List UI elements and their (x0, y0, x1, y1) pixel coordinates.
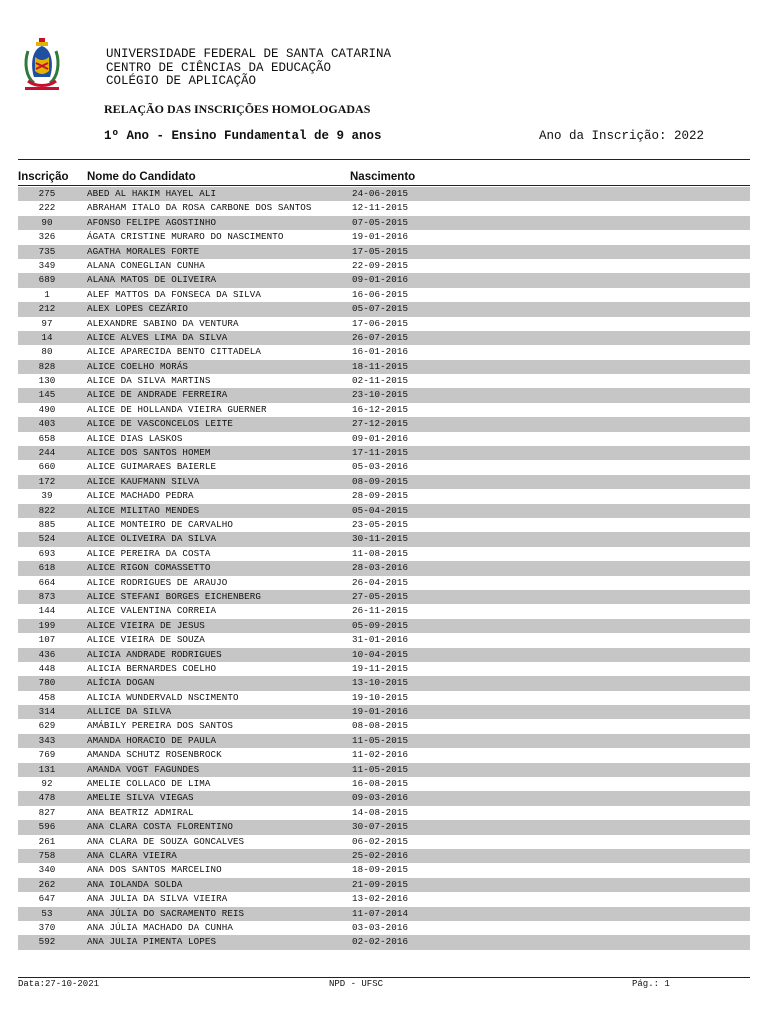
ufsc-coat-of-arms-icon (22, 37, 62, 95)
row-inscricao: 448 (38, 662, 56, 674)
table-row (18, 576, 750, 590)
row-candidate-name: ANA BEATRIZ ADMIRAL (87, 806, 194, 818)
row-birth-date: 11-05-2015 (352, 763, 409, 775)
row-birth-date: 13-10-2015 (352, 677, 409, 689)
column-header-inscricao: Inscrição (18, 171, 69, 183)
column-header-birth: Nascimento (350, 171, 416, 183)
candidates-table (18, 187, 750, 950)
footer-divider (18, 977, 750, 978)
row-candidate-name: ANA JULIA DA SILVA VIEIRA (87, 893, 228, 905)
row-candidate-name: ANA CLARA VIEIRA (87, 849, 177, 861)
footer-center: NPD - UFSC (329, 979, 384, 989)
row-inscricao: 144 (38, 605, 56, 617)
row-candidate-name: ÁGATA CRISTINE MURARO DO NASCIMENTO (87, 231, 284, 243)
row-inscricao: 107 (38, 634, 56, 646)
row-inscricao: 647 (38, 893, 56, 905)
row-birth-date: 05-07-2015 (352, 303, 409, 315)
table-row (18, 820, 750, 834)
table-row (18, 791, 750, 805)
row-birth-date: 18-09-2015 (352, 864, 409, 876)
row-inscricao: 769 (38, 749, 56, 761)
footer-date: Data:27-10-2021 (18, 979, 100, 989)
table-row (18, 331, 750, 345)
row-birth-date: 26-07-2015 (352, 331, 409, 343)
row-inscricao: 80 (41, 346, 53, 358)
row-inscricao: 592 (38, 936, 56, 948)
row-birth-date: 19-10-2015 (352, 691, 409, 703)
row-inscricao: 39 (41, 490, 53, 502)
table-row (18, 604, 750, 618)
row-inscricao: 370 (38, 921, 56, 933)
row-birth-date: 08-08-2015 (352, 720, 409, 732)
row-candidate-name: ALICE RIGON COMASSETTO (87, 562, 211, 574)
row-inscricao: 275 (38, 188, 56, 199)
row-inscricao: 222 (38, 202, 56, 214)
row-birth-date: 05-03-2016 (352, 461, 409, 473)
row-inscricao: 314 (38, 706, 56, 718)
row-inscricao: 524 (38, 533, 56, 545)
row-candidate-name: ALLICE DA SILVA (87, 706, 172, 718)
row-inscricao: 873 (38, 590, 56, 602)
row-birth-date: 11-07-2014 (352, 907, 409, 919)
table-row (18, 403, 750, 417)
table-row (18, 417, 750, 431)
table-row (18, 590, 750, 604)
row-birth-date: 10-04-2015 (352, 648, 409, 660)
row-birth-date: 06-02-2015 (352, 835, 409, 847)
table-row (18, 734, 750, 748)
row-inscricao: 735 (38, 245, 56, 257)
row-candidate-name: ALEXANDRE SABINO DA VENTURA (87, 317, 239, 329)
row-candidate-name: ALANA CONEGLIAN CUNHA (87, 259, 205, 271)
table-row (18, 201, 750, 215)
row-candidate-name: ALICE DE HOLLANDA VIEIRA GUERNER (87, 403, 267, 415)
table-row (18, 676, 750, 690)
row-inscricao: 658 (38, 432, 56, 444)
row-candidate-name: ALICIA BERNARDES COELHO (87, 662, 217, 674)
row-birth-date: 12-11-2015 (352, 202, 409, 214)
university-name: UNIVERSIDADE FEDERAL DE SANTA CATARINA (106, 47, 392, 61)
row-inscricao: 478 (38, 792, 56, 804)
row-candidate-name: ALICIA ANDRADE RODRIGUES (87, 648, 222, 660)
table-row (18, 230, 750, 244)
row-birth-date: 02-11-2015 (352, 375, 409, 387)
row-candidate-name: ALICE MACHADO PEDRA (87, 490, 194, 502)
row-birth-date: 26-11-2015 (352, 605, 409, 617)
table-header (0, 171, 768, 185)
table-row (18, 345, 750, 359)
row-candidate-name: ANA JÚLIA MACHADO DA CUNHA (87, 921, 233, 933)
row-birth-date: 23-05-2015 (352, 518, 409, 530)
table-row (18, 806, 750, 820)
row-inscricao: 53 (41, 907, 53, 919)
row-birth-date: 16-08-2015 (352, 778, 409, 790)
row-candidate-name: ALICE APARECIDA BENTO CITTADELA (87, 346, 262, 358)
table-row (18, 633, 750, 647)
table-row (18, 719, 750, 733)
row-inscricao: 145 (38, 389, 56, 401)
row-inscricao: 436 (38, 648, 56, 660)
row-birth-date: 03-03-2016 (352, 921, 409, 933)
table-row (18, 187, 750, 201)
row-birth-date: 16-12-2015 (352, 403, 409, 415)
row-birth-date: 19-01-2016 (352, 706, 409, 718)
row-inscricao: 629 (38, 720, 56, 732)
row-birth-date: 16-06-2015 (352, 288, 409, 300)
row-inscricao: 130 (38, 375, 56, 387)
table-row (18, 216, 750, 230)
school-name: COLÉGIO DE APLICAÇÃO (106, 74, 257, 88)
row-birth-date: 05-04-2015 (352, 504, 409, 516)
row-candidate-name: ALICE VIEIRA DE JESUS (87, 619, 205, 631)
table-row (18, 777, 750, 791)
row-inscricao: 262 (38, 878, 56, 890)
institution-header (106, 48, 391, 89)
table-row (18, 619, 750, 633)
row-candidate-name: AMANDA SCHUTZ ROSENBROCK (87, 749, 222, 761)
row-inscricao: 490 (38, 403, 56, 415)
table-row (18, 648, 750, 662)
row-candidate-name: ALICE MONTEIRO DE CARVALHO (87, 518, 233, 530)
row-birth-date: 31-01-2016 (352, 634, 409, 646)
row-birth-date: 23-10-2015 (352, 389, 409, 401)
table-row (18, 489, 750, 503)
row-candidate-name: ANA IOLANDA SOLDA (87, 878, 183, 890)
table-row (18, 662, 750, 676)
row-candidate-name: ALICE STEFANI BORGES EICHENBERG (87, 590, 262, 602)
row-candidate-name: ALICE COELHO MORÁS (87, 360, 189, 372)
row-inscricao: 212 (38, 303, 56, 315)
table-row (18, 518, 750, 532)
row-candidate-name: AMELIE COLLACO DE LIMA (87, 778, 211, 790)
table-row (18, 892, 750, 906)
row-birth-date: 13-02-2016 (352, 893, 409, 905)
row-candidate-name: ALICE VIEIRA DE SOUZA (87, 634, 205, 646)
row-birth-date: 19-11-2015 (352, 662, 409, 674)
table-row (18, 388, 750, 402)
row-inscricao: 199 (38, 619, 56, 631)
row-candidate-name: ANA DOS SANTOS MARCELINO (87, 864, 222, 876)
row-birth-date: 17-06-2015 (352, 317, 409, 329)
row-candidate-name: ALEF MATTOS DA FONSECA DA SILVA (87, 288, 262, 300)
row-birth-date: 17-05-2015 (352, 245, 409, 257)
row-inscricao: 97 (41, 317, 53, 329)
row-candidate-name: ALICE KAUFMANN SILVA (87, 475, 200, 487)
table-row (18, 878, 750, 892)
row-candidate-name: ALICE MILITAO MENDES (87, 504, 200, 516)
row-birth-date: 26-04-2015 (352, 576, 409, 588)
row-birth-date: 16-01-2016 (352, 346, 409, 358)
row-inscricao: 827 (38, 806, 56, 818)
row-candidate-name: ALICE RODRIGUES DE ARAUJO (87, 576, 228, 588)
table-row (18, 935, 750, 949)
table-row (18, 691, 750, 705)
table-row (18, 547, 750, 561)
row-birth-date: 30-07-2015 (352, 821, 409, 833)
row-candidate-name: ALICE DIAS LASKOS (87, 432, 183, 444)
registration-year: Ano da Inscrição: 2022 (538, 129, 704, 143)
table-row (18, 835, 750, 849)
row-candidate-name: ALICE PEREIRA DA COSTA (87, 547, 211, 559)
row-candidate-name: ANA JÚLIA DO SACRAMENTO REIS (87, 907, 245, 919)
row-birth-date: 09-03-2016 (352, 792, 409, 804)
row-birth-date: 25-02-2016 (352, 849, 409, 861)
row-inscricao: 14 (41, 331, 53, 343)
row-birth-date: 11-02-2016 (352, 749, 409, 761)
row-birth-date: 27-12-2015 (352, 418, 409, 430)
row-inscricao: 664 (38, 576, 56, 588)
row-candidate-name: ALÍCIA DOGAN (87, 677, 155, 689)
table-row (18, 460, 750, 474)
table-row (18, 849, 750, 863)
row-birth-date: 30-11-2015 (352, 533, 409, 545)
row-candidate-name: ALICE DOS SANTOS HOMEM (87, 447, 211, 459)
table-row (18, 360, 750, 374)
row-candidate-name: ALICE DE VASCONCELOS LEITE (87, 418, 233, 430)
row-birth-date: 09-01-2016 (352, 432, 409, 444)
row-birth-date: 19-01-2016 (352, 231, 409, 243)
row-candidate-name: ALICE ALVES LIMA DA SILVA (87, 331, 228, 343)
row-inscricao: 758 (38, 849, 56, 861)
row-inscricao: 403 (38, 418, 56, 430)
table-row (18, 317, 750, 331)
row-inscricao: 660 (38, 461, 56, 473)
table-row (18, 705, 750, 719)
row-birth-date: 24-06-2015 (352, 188, 409, 199)
report-title: RELAÇÃO DAS INSCRIÇÕES HOMOLOGADAS (104, 102, 371, 116)
row-candidate-name: ALICIA WUNDERVALD NSCIMENTO (87, 691, 239, 703)
row-inscricao: 458 (38, 691, 56, 703)
row-candidate-name: ALICE DA SILVA MARTINS (87, 375, 211, 387)
row-candidate-name: ANA CLARA COSTA FLORENTINO (87, 821, 233, 833)
row-candidate-name: AMANDA VOGT FAGUNDES (87, 763, 200, 775)
row-inscricao: 885 (38, 518, 56, 530)
row-inscricao: 693 (38, 547, 56, 559)
footer-page: Pág.: 1 (632, 979, 670, 989)
grade-label: 1º Ano - Ensino Fundamental de 9 anos (104, 129, 382, 143)
row-candidate-name: AMELIE SILVA VIEGAS (87, 792, 194, 804)
row-candidate-name: AMÁBILY PEREIRA DOS SANTOS (87, 720, 233, 732)
row-birth-date: 05-09-2015 (352, 619, 409, 631)
row-inscricao: 244 (38, 447, 56, 459)
table-row (18, 446, 750, 460)
row-candidate-name: ALICE DE ANDRADE FERREIRA (87, 389, 228, 401)
table-row (18, 561, 750, 575)
row-birth-date: 14-08-2015 (352, 806, 409, 818)
row-candidate-name: AMANDA HORACIO DE PAULA (87, 734, 217, 746)
row-inscricao: 131 (38, 763, 56, 775)
row-inscricao: 343 (38, 734, 56, 746)
row-candidate-name: ALICE GUIMARAES BAIERLE (87, 461, 217, 473)
row-inscricao: 340 (38, 864, 56, 876)
row-birth-date: 11-08-2015 (352, 547, 409, 559)
row-inscricao: 326 (38, 231, 56, 243)
table-row (18, 432, 750, 446)
table-row (18, 245, 750, 259)
row-inscricao: 596 (38, 821, 56, 833)
row-birth-date: 28-03-2016 (352, 562, 409, 574)
row-inscricao: 828 (38, 360, 56, 372)
row-inscricao: 92 (41, 778, 53, 790)
row-candidate-name: ABRAHAM ITALO DA ROSA CARBONE DOS SANTOS (87, 202, 312, 214)
row-candidate-name: ANA JULIA PIMENTA LOPES (87, 936, 217, 948)
row-inscricao: 689 (38, 274, 56, 286)
row-birth-date: 09-01-2016 (352, 274, 409, 286)
row-candidate-name: ABED AL HAKIM HAYEL ALI (87, 188, 217, 199)
table-row (18, 532, 750, 546)
table-row (18, 748, 750, 762)
row-inscricao: 172 (38, 475, 56, 487)
row-birth-date: 08-09-2015 (352, 475, 409, 487)
row-candidate-name: AFONSO FELIPE AGOSTINHO (87, 216, 217, 228)
row-birth-date: 21-09-2015 (352, 878, 409, 890)
row-inscricao: 90 (41, 216, 53, 228)
row-candidate-name: AGATHA MORALES FORTE (87, 245, 200, 257)
table-row (18, 288, 750, 302)
row-birth-date: 22-09-2015 (352, 259, 409, 271)
table-row (18, 921, 750, 935)
row-inscricao: 349 (38, 259, 56, 271)
row-candidate-name: ALICE VALENTINA CORREIA (87, 605, 217, 617)
table-row (18, 504, 750, 518)
row-birth-date: 17-11-2015 (352, 447, 409, 459)
table-row (18, 763, 750, 777)
column-header-name: Nome do Candidato (87, 171, 196, 183)
row-candidate-name: ANA CLARA DE SOUZA GONCALVES (87, 835, 245, 847)
row-inscricao: 822 (38, 504, 56, 516)
row-birth-date: 07-05-2015 (352, 216, 409, 228)
row-inscricao: 1 (44, 288, 50, 300)
row-inscricao: 618 (38, 562, 56, 574)
table-row (18, 302, 750, 316)
table-header-divider (18, 185, 750, 186)
row-inscricao: 261 (38, 835, 56, 847)
row-inscricao: 780 (38, 677, 56, 689)
center-name: CENTRO DE CIÊNCIAS DA EDUCAÇÃO (106, 60, 332, 75)
row-birth-date: 28-09-2015 (352, 490, 409, 502)
table-row (18, 259, 750, 273)
header-divider (18, 159, 750, 160)
row-birth-date: 02-02-2016 (352, 936, 409, 948)
table-row (18, 374, 750, 388)
row-birth-date: 27-05-2015 (352, 590, 409, 602)
table-row (18, 273, 750, 287)
table-row (18, 907, 750, 921)
row-candidate-name: ALANA MATOS DE OLIVEIRA (87, 274, 217, 286)
row-birth-date: 18-11-2015 (352, 360, 409, 372)
row-candidate-name: ALICE OLIVEIRA DA SILVA (87, 533, 217, 545)
table-row (18, 863, 750, 877)
table-row (18, 475, 750, 489)
row-birth-date: 11-05-2015 (352, 734, 409, 746)
row-candidate-name: ALEX LOPES CEZÁRIO (87, 303, 189, 315)
